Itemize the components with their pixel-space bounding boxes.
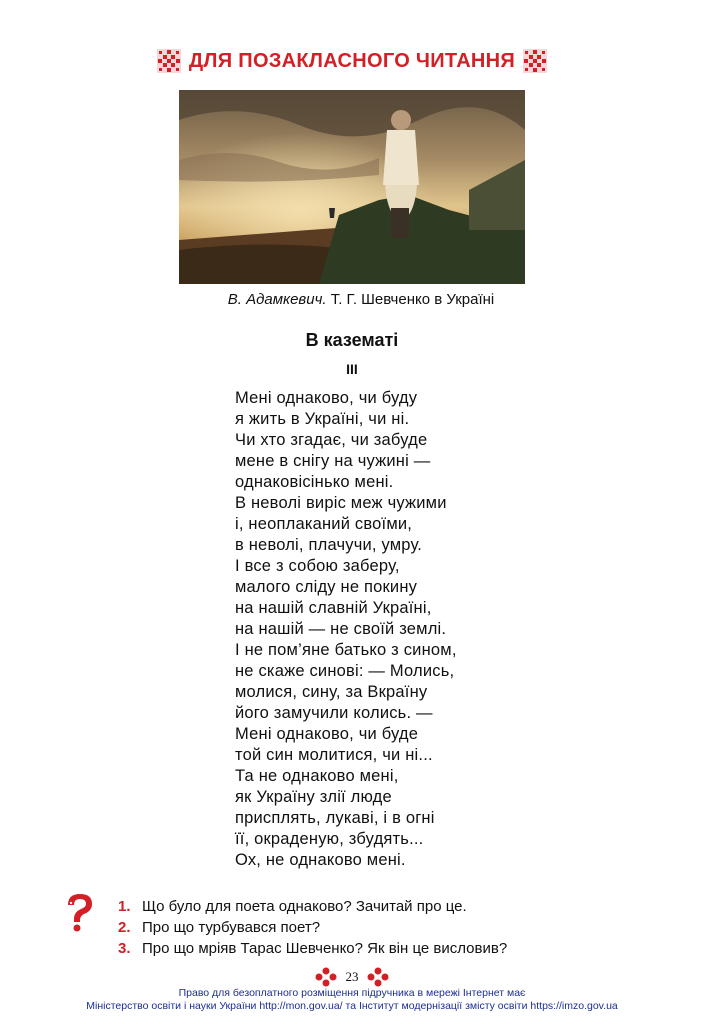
question-text: Про що мріяв Тарас Шевченко? Як він це висловив? (142, 940, 508, 957)
poem-line: присплять, лукаві, і в огні (235, 809, 435, 827)
poem-part-number: III (346, 361, 358, 377)
poem-line: Мені однаково, чи буду (235, 389, 418, 407)
question-text: Що було для поета однаково? Зачитай про це. (142, 898, 467, 915)
question-number: 2. (118, 919, 131, 936)
poem-text (235, 388, 555, 871)
page-number: 23 (345, 969, 359, 984)
caption-author: В. Адамкевич. (227, 291, 327, 308)
question-mark-icon (62, 892, 98, 932)
painting-illustration (179, 90, 525, 284)
poem-line: Та не однаково мені, (235, 767, 399, 785)
question-item (118, 938, 598, 959)
poem-line: його замучили колись. — (235, 704, 433, 722)
poem-line: і, неоплаканий своїми, (235, 515, 413, 533)
questions-list (118, 896, 598, 959)
poem-line: Мені однаково, чи буде (235, 725, 419, 743)
poem-line: Ох, не однаково мені. (235, 851, 406, 869)
poem-line: І все з собою заберу, (235, 557, 400, 575)
question-text: Про що турбувався поет? (142, 919, 321, 936)
poem-line: мене в снігу на чужині — (235, 452, 431, 470)
poem-line: молися, сину, за Вкраїну (235, 683, 428, 701)
flower-ornament-icon (366, 966, 390, 988)
poem-line: Чи хто згадає, чи забуде (235, 431, 428, 449)
license-line: Міністерство освіти і науки України http://mon.gov.ua/ та Інститут модернізації змісту освіти https://imzo.gov.ua (86, 1000, 618, 1012)
section-header (0, 44, 704, 78)
license-line: Право для безоплатного розміщення підручника в мережі Інтернет має (178, 987, 526, 999)
illustration-caption (0, 291, 704, 308)
poem-line: В неволі виріс меж чужими (235, 494, 447, 512)
question-item (118, 917, 598, 938)
poem-line: на нашій славній Україні, (235, 599, 432, 617)
license-notice (0, 987, 704, 1013)
poem-line: на нашій — не своїй землі. (235, 620, 447, 638)
poem-line: однаковісінько мені. (235, 473, 394, 491)
poem-line: як Україну злії люде (235, 788, 392, 806)
poem-line: її, окраденую, збудять... (235, 830, 424, 848)
poem-line: І не пом’яне батько з сином, (235, 641, 457, 659)
poem-line: малого сліду не покину (235, 578, 418, 596)
flower-ornament-icon (314, 966, 338, 988)
embroidery-ornament-icon (523, 49, 547, 73)
poem-line: той син молитися, чи ні... (235, 746, 433, 764)
embroidery-ornament-icon (157, 49, 181, 73)
section-title: ДЛЯ ПОЗАКЛАСНОГО ЧИТАННЯ (188, 49, 516, 72)
question-number: 1. (118, 898, 131, 915)
question-number: 3. (118, 940, 131, 957)
poem-title: В казематі (305, 330, 399, 350)
poem-line: в неволі, плачучи, умру. (235, 536, 423, 554)
question-item (118, 896, 598, 917)
caption-title: Т. Г. Шевченко в Україні (330, 291, 495, 308)
poem-line: я жить в Україні, чи ні. (235, 410, 410, 428)
poem-line: не скаже синові: — Молись, (235, 662, 455, 680)
